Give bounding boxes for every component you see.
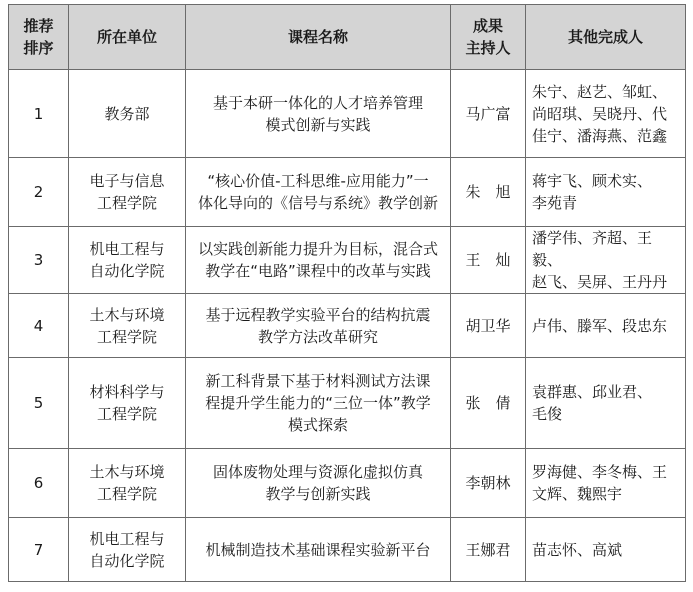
unit-line: 工程学院 [96, 327, 157, 346]
others-line: 朱宁、赵艺、邹虹、 [532, 82, 668, 101]
header-others: 其他完成人 [526, 5, 686, 70]
table-row [9, 227, 686, 294]
cell-course [186, 70, 451, 158]
others-line: 佳宁、潘海燕、范鑫 [532, 126, 668, 145]
table-row [9, 158, 686, 227]
cell-course [186, 294, 451, 358]
course-line: 固体废物处理与资源化虚拟仿真 [212, 463, 423, 481]
unit-line: 机电工程与 [89, 529, 165, 548]
course-line: 体化导向的《信号与系统》教学创新 [197, 194, 438, 212]
header-rank: 推荐 排序 [9, 5, 69, 70]
cell-unit [69, 518, 186, 582]
cell-others [526, 158, 686, 227]
table-row [9, 70, 686, 158]
unit-line: 土木与环境 [89, 305, 165, 324]
header-host: 成果 主持人 [451, 5, 526, 70]
award-table [8, 4, 686, 582]
cell-host: 胡卫华 [451, 294, 526, 358]
cell-host: 李朝林 [451, 449, 526, 518]
unit-line: 工程学院 [96, 194, 157, 212]
table-row [9, 294, 686, 358]
cell-course [186, 358, 451, 449]
cell-unit [69, 227, 186, 294]
others-line: 蒋宇飞、顾术实、 [532, 172, 653, 190]
unit-line: 自动化学院 [89, 262, 165, 280]
course-line: 以实践创新能力提升为目标，混合式 [197, 240, 438, 258]
cell-course [186, 449, 451, 518]
cell-host: 马广富 [451, 70, 526, 158]
header-course: 课程名称 [186, 5, 451, 70]
cell-unit [69, 294, 186, 358]
others-line: 潘学伟、齐超、王毅、 [532, 229, 653, 269]
cell-unit [69, 158, 186, 227]
unit-line: 材料科学与 [89, 383, 165, 401]
table-row [9, 358, 686, 449]
cell-rank: 7 [9, 518, 69, 582]
course-line: 基于远程教学实验平台的结构抗震 [205, 305, 431, 324]
course-line: 程提升学生能力的“三位一体”教学 [205, 394, 431, 412]
cell-others [526, 449, 686, 518]
unit-line: 机电工程与 [89, 240, 165, 258]
cell-host: 张 倩 [451, 358, 526, 449]
course-line: 教学在“电路”课程中的改革与实践 [205, 262, 431, 280]
others-line: 李苑青 [532, 194, 578, 212]
cell-course [186, 158, 451, 227]
cell-unit [69, 358, 186, 449]
cell-rank: 3 [9, 227, 69, 294]
cell-course [186, 227, 451, 294]
others-line: 毛俊 [532, 405, 563, 423]
unit-line: 工程学院 [96, 405, 157, 423]
others-line: 文辉、魏熙宇 [532, 485, 623, 503]
unit-line: 电子与信息 [89, 172, 165, 190]
unit-line: 自动化学院 [89, 551, 165, 570]
course-line: 基于本研一体化的人才培养管理 [212, 93, 423, 112]
course-line: 模式创新与实践 [265, 115, 371, 134]
cell-course [186, 518, 451, 582]
others-line: 卢伟、滕军、段忠东 [532, 316, 668, 335]
course-line: 教学与创新实践 [265, 485, 371, 503]
cell-host: 王娜君 [451, 518, 526, 582]
header-unit: 所在单位 [69, 5, 186, 70]
cell-unit [69, 70, 186, 158]
course-line: 机械制造技术基础课程实验新平台 [205, 540, 431, 559]
others-line: 苗志怀、高斌 [532, 540, 623, 559]
cell-rank: 4 [9, 294, 69, 358]
cell-rank: 6 [9, 449, 69, 518]
others-line: 罗海健、李冬梅、王 [532, 463, 668, 481]
others-line: 袁群惠、邱业君、 [532, 383, 653, 401]
course-line: 教学方法改革研究 [257, 327, 378, 346]
course-line: “核心价值-工科思维-应用能力”一 [207, 172, 429, 190]
cell-rank: 2 [9, 158, 69, 227]
table-row [9, 518, 686, 582]
course-line: 新工科背景下基于材料测试方法课 [205, 372, 431, 390]
others-line: 尚昭琪、吴晓丹、代 [532, 104, 668, 123]
cell-rank: 1 [9, 70, 69, 158]
cell-unit [69, 449, 186, 518]
others-line: 赵飞、吴屏、王丹丹 [532, 273, 668, 291]
cell-others [526, 358, 686, 449]
cell-host: 王 灿 [451, 227, 526, 294]
cell-host: 朱 旭 [451, 158, 526, 227]
cell-others [526, 70, 686, 158]
unit-line: 工程学院 [96, 485, 157, 503]
unit-line: 土木与环境 [89, 463, 165, 481]
cell-rank: 5 [9, 358, 69, 449]
course-line: 模式探索 [287, 416, 348, 434]
cell-others [526, 227, 686, 294]
unit-line: 教务部 [104, 104, 150, 123]
cell-others [526, 294, 686, 358]
table-row [9, 449, 686, 518]
cell-others [526, 518, 686, 582]
header-row [9, 5, 686, 70]
